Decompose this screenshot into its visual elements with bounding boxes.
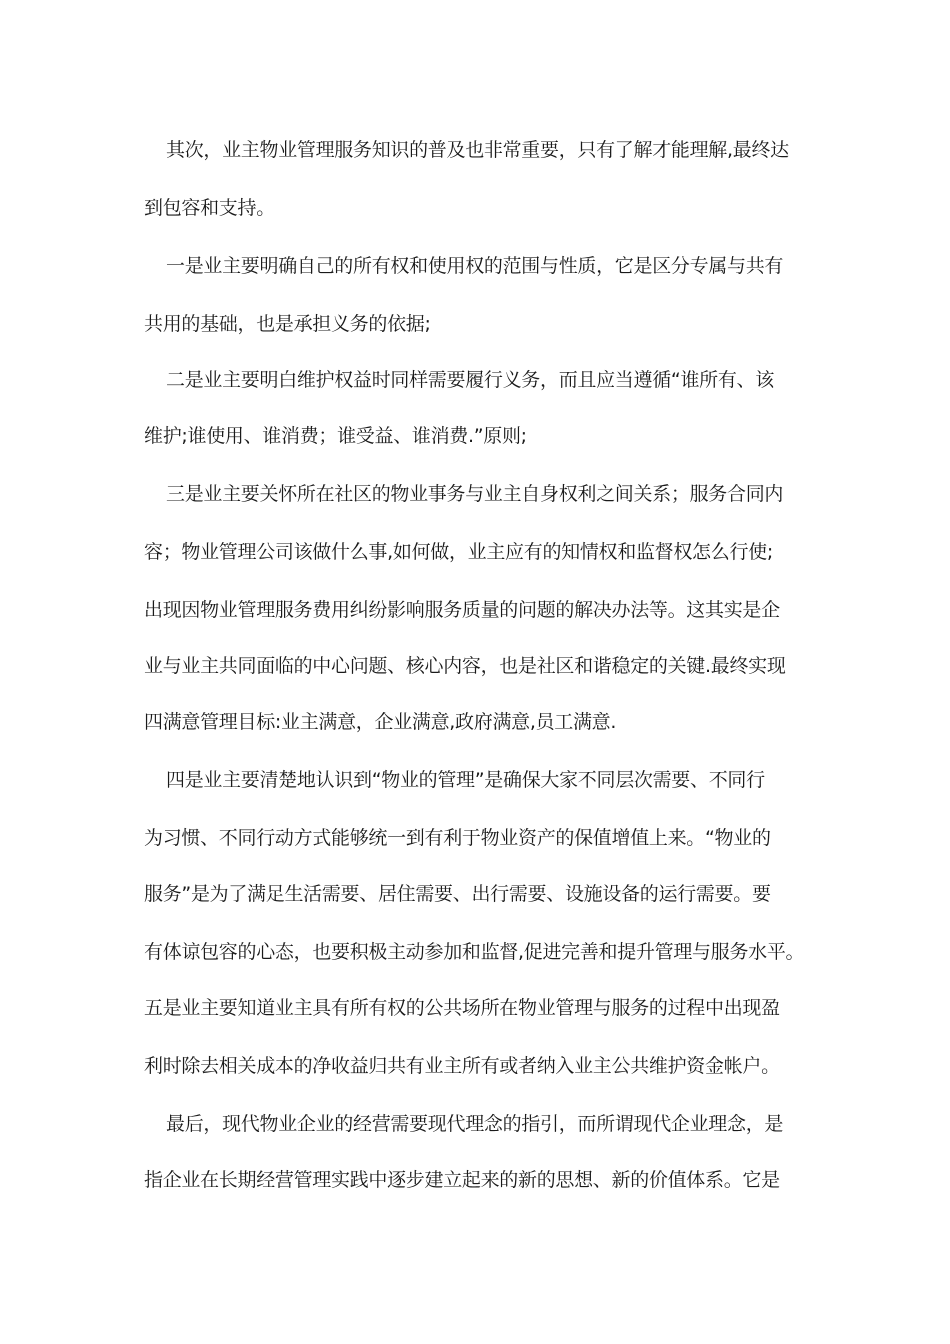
text-line: 五是业主要知道业主具有所有权的公共场所在物业管理与服务的过程中出现盈 (144, 997, 780, 1019)
text-line: 二是业主要明白维护权益时同样需要履行义务，而且应当遵循“谁所有、该 (166, 369, 774, 391)
text-line: 业与业主共同面临的中心问题、核心内容，也是社区和谐稳定的关键.最终实现 (144, 655, 786, 677)
text-line: 维护;谁使用、谁消费；谁受益、谁消费.”原则; (144, 425, 527, 447)
text-line: 最后，现代物业企业的经营需要现代理念的指引，而所谓现代企业理念，是 (166, 1113, 784, 1135)
text-line: 四满意管理目标:业主满意，企业满意,政府满意,员工满意. (144, 711, 617, 733)
text-line: 到包容和支持。 (144, 197, 275, 219)
text-line: 服务”是为了满足生活需要、居住需要、出行需要、设施设备的运行需要。要 (144, 883, 771, 905)
text-line: 利时除去相关成本的净收益归共有业主所有或者纳入业主公共维护资金帐户。 (144, 1055, 780, 1077)
text-line: 指企业在长期经营管理实践中逐步建立起来的新的思想、新的价值体系。它是 (144, 1169, 780, 1191)
text-line: 有体谅包容的心态，也要积极主动参加和监督,促进完善和提升管理与服务水平。 (144, 941, 805, 963)
text-line: 出现因物业管理服务费用纠纷影响服务质量的问题的解决办法等。这其实是企 (144, 599, 780, 621)
text-line: 一是业主要明确自己的所有权和使用权的范围与性质，它是区分专属与共有 (166, 255, 784, 277)
text-line: 四是业主要清楚地认识到“物业的管理”是确保大家不同层次需要、不同行 (166, 769, 765, 791)
text-line: 为习惯、不同行动方式能够统一到有利于物业资产的保值增值上来。“物业的 (144, 827, 771, 849)
text-line: 三是业主要关怀所在社区的物业事务与业主自身权利之间关系；服务合同内 (166, 483, 784, 505)
text-line: 其次，业主物业管理服务知识的普及也非常重要，只有了解才能理解,最终达 (166, 139, 789, 161)
text-line: 共用的基础，也是承担义务的依据; (144, 313, 431, 335)
text-line: 容；物业管理公司该做什么事,如何做，业主应有的知情权和监督权怎么行使; (144, 541, 773, 563)
